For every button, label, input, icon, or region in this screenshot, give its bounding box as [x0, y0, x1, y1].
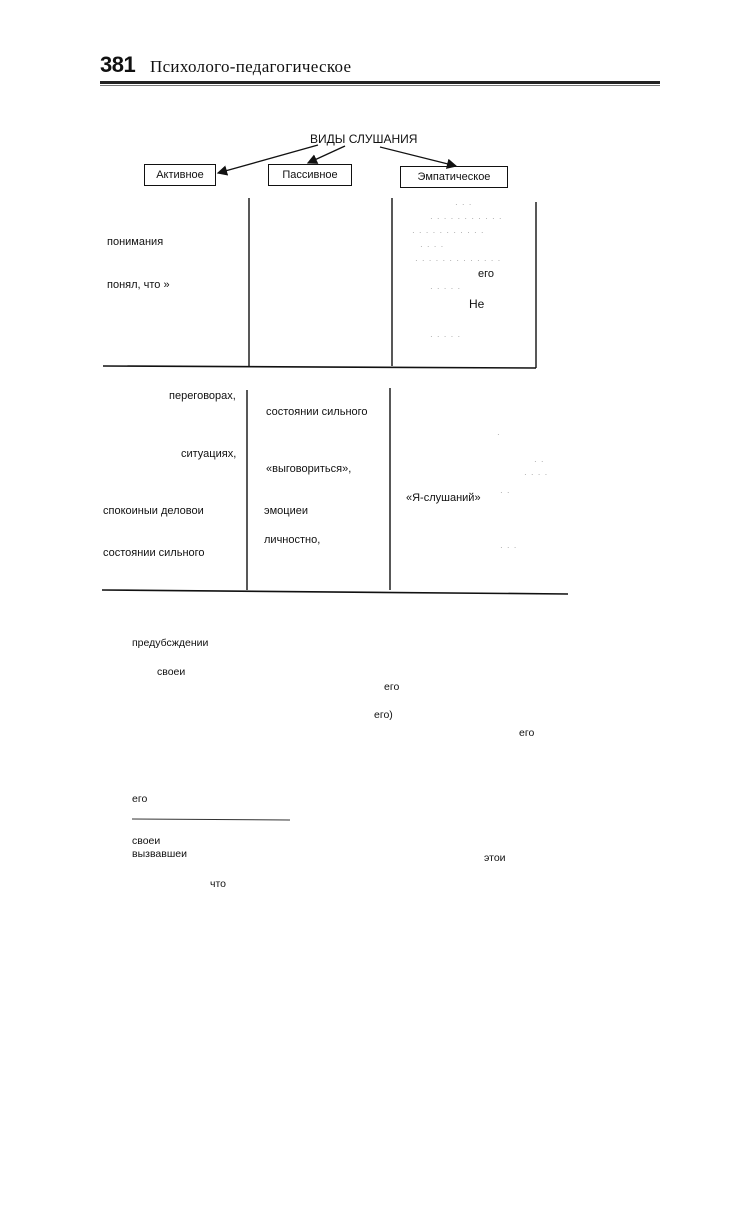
body-fragment: этои [484, 852, 506, 864]
faded-text: · · · [500, 543, 518, 552]
row1-active-text: понимания [107, 236, 164, 248]
faded-text: · · [534, 457, 545, 466]
faded-text: · · · · [524, 470, 549, 479]
body-fragment: его [132, 793, 148, 805]
diagram-root: ВИДЫ СЛУШАНИЯ [310, 132, 418, 146]
body-fragment: его) [374, 709, 393, 721]
page-number: 381 [100, 52, 136, 77]
row2-active-text: состоянии сильного [103, 547, 205, 559]
body-fragment: своеи [157, 666, 186, 678]
row1-empathic-text: Не [469, 297, 485, 311]
running-title: Психолого-педагогическое [150, 57, 352, 76]
row2-passive-text: эмоциеи [264, 505, 308, 517]
row1-active-text: понял, что » [107, 279, 170, 291]
faded-text: · · · · · · · · · · · · · [415, 256, 502, 265]
body-fragment: его [519, 727, 535, 739]
faded-text: · [497, 430, 501, 439]
row2-active-text: ситуациях, [181, 448, 237, 460]
row1-empathic-text: его [478, 268, 495, 280]
row2-active-text: спокоиныи деловои [103, 505, 204, 517]
box-active: Активное [144, 164, 216, 186]
row2-empathic-text: «Я-слушаний» [406, 492, 481, 504]
row2-passive-text: личностно, [264, 534, 321, 546]
body-fragment: вызвавшеи [132, 848, 187, 860]
faded-text: · · · · [420, 242, 445, 251]
row2-passive-text: состоянии сильного [266, 406, 368, 418]
faded-text: · · · · · [430, 284, 462, 293]
box-empathic: Эмпатическое [400, 166, 508, 188]
body-fragment: его [384, 681, 400, 693]
body-fragment: что [210, 878, 227, 890]
faded-text: · · [500, 488, 511, 497]
faded-text: · · · · · · · · · · · [412, 228, 485, 237]
faded-text: · · · [455, 200, 473, 209]
row2-passive-text: «выговориться», [266, 463, 352, 475]
faded-text: · · · · · [430, 332, 462, 341]
body-fragment: предубсждении [132, 637, 209, 649]
box-passive: Пассивное [268, 164, 352, 186]
body-fragment: своеи [132, 835, 161, 847]
faded-text: · · · · · · · · · · · [430, 214, 503, 223]
row2-active-text: переговорах, [169, 390, 236, 402]
